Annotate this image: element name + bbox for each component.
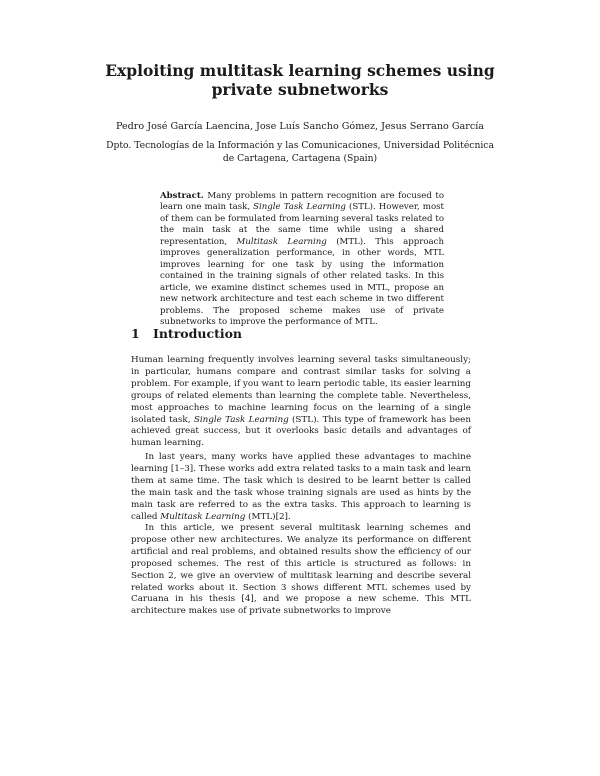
p1-text-1: Human learning frequently involves learning several tasks simultaneously; in particular, humans compare and contrast similar tasks for solving a problem. For example, if you want to learn periodic table, its easier learning groups of related elements than learning the complete table. Nevertheless, most approaches to machine learning focus on the learning of a single isolated task, [131,355,471,425]
p2-text-1: In last years, many works have applied these advantages to machine learning [1–3]. These works add extra related tasks to a main task and learn them at same time. The task which is desired to be learnt better is called the main task and the task whose training signals are used as hints by the main task are referred to as the extra tasks. This approach to learning is called [131,452,471,522]
paragraph-3 [131,523,471,618]
abstract [160,191,444,328]
abstract-italic-mtl: Multitask Learning [236,236,327,247]
affiliation [100,140,500,165]
abstract-italic-stl: Single Task Learning [253,202,346,213]
paragraph-1 [131,355,471,450]
affiliation-line-2: de Cartagena, Cartagena (Spain) [222,152,378,164]
p3-text-1: In this article, we present several multitask learning schemes and propose other new architectures. We analyze its performance on different artificial and real problems, and obtained results show the efficiency of our proposed schemes. The rest of this article is structured as follows: in Section 2, we give an overview of multitask learning and describe several related works about it. Section 3 shows different MTL schemes used by Caruana in his thesis [4], and we propose a new scheme. This MTL architecture makes use of private subnetworks to improve [131,523,471,617]
affiliation-line-1: Dpto. Tecnologías de la Información y las Comunicaciones, Universidad Politécnica [106,140,494,151]
section-title: Introduction [153,326,243,341]
p2-italic-mtl: Multitask Learning [160,511,246,522]
abstract-text-1: Many problems in pattern recognition are focused to learn one main task, [160,191,444,213]
section-heading [131,326,242,341]
abstract-text-3: (MTL). This approach improves generalization performance, in other words, MTL improves learning for one task by using the information contained in the training signals of other related tasks. In this article, we examine distinct schemes used in MTL, propose an new network architecture and test each scheme in two different problems. The proposed scheme makes use of private subnetworks to improve the performance of MTL. [160,236,444,327]
p2-text-2: (MTL)[2]. [245,511,291,522]
paper-title [100,61,500,99]
title-line-1: Exploiting multitask learning schemes using [105,61,495,80]
p1-italic-stl: Single Task Learning [193,414,289,425]
title-line-2: private subnetworks [211,80,389,99]
abstract-text-2: (STL). However, most of them can be formulated from learning several tasks related to the main task at the same time while using a shared representation, [160,202,444,247]
authors: Pedro José García Laencina, Jose Luís Sancho Gómez, Jesus Serrano García [115,121,485,132]
abstract-label: Abstract. [160,191,204,201]
paragraph-2 [131,452,471,523]
section-number: 1 [131,326,140,341]
p1-text-2: (STL). This type of framework has been achieved great success, but it overlooks basic details and advantages of human learning. [131,414,471,449]
